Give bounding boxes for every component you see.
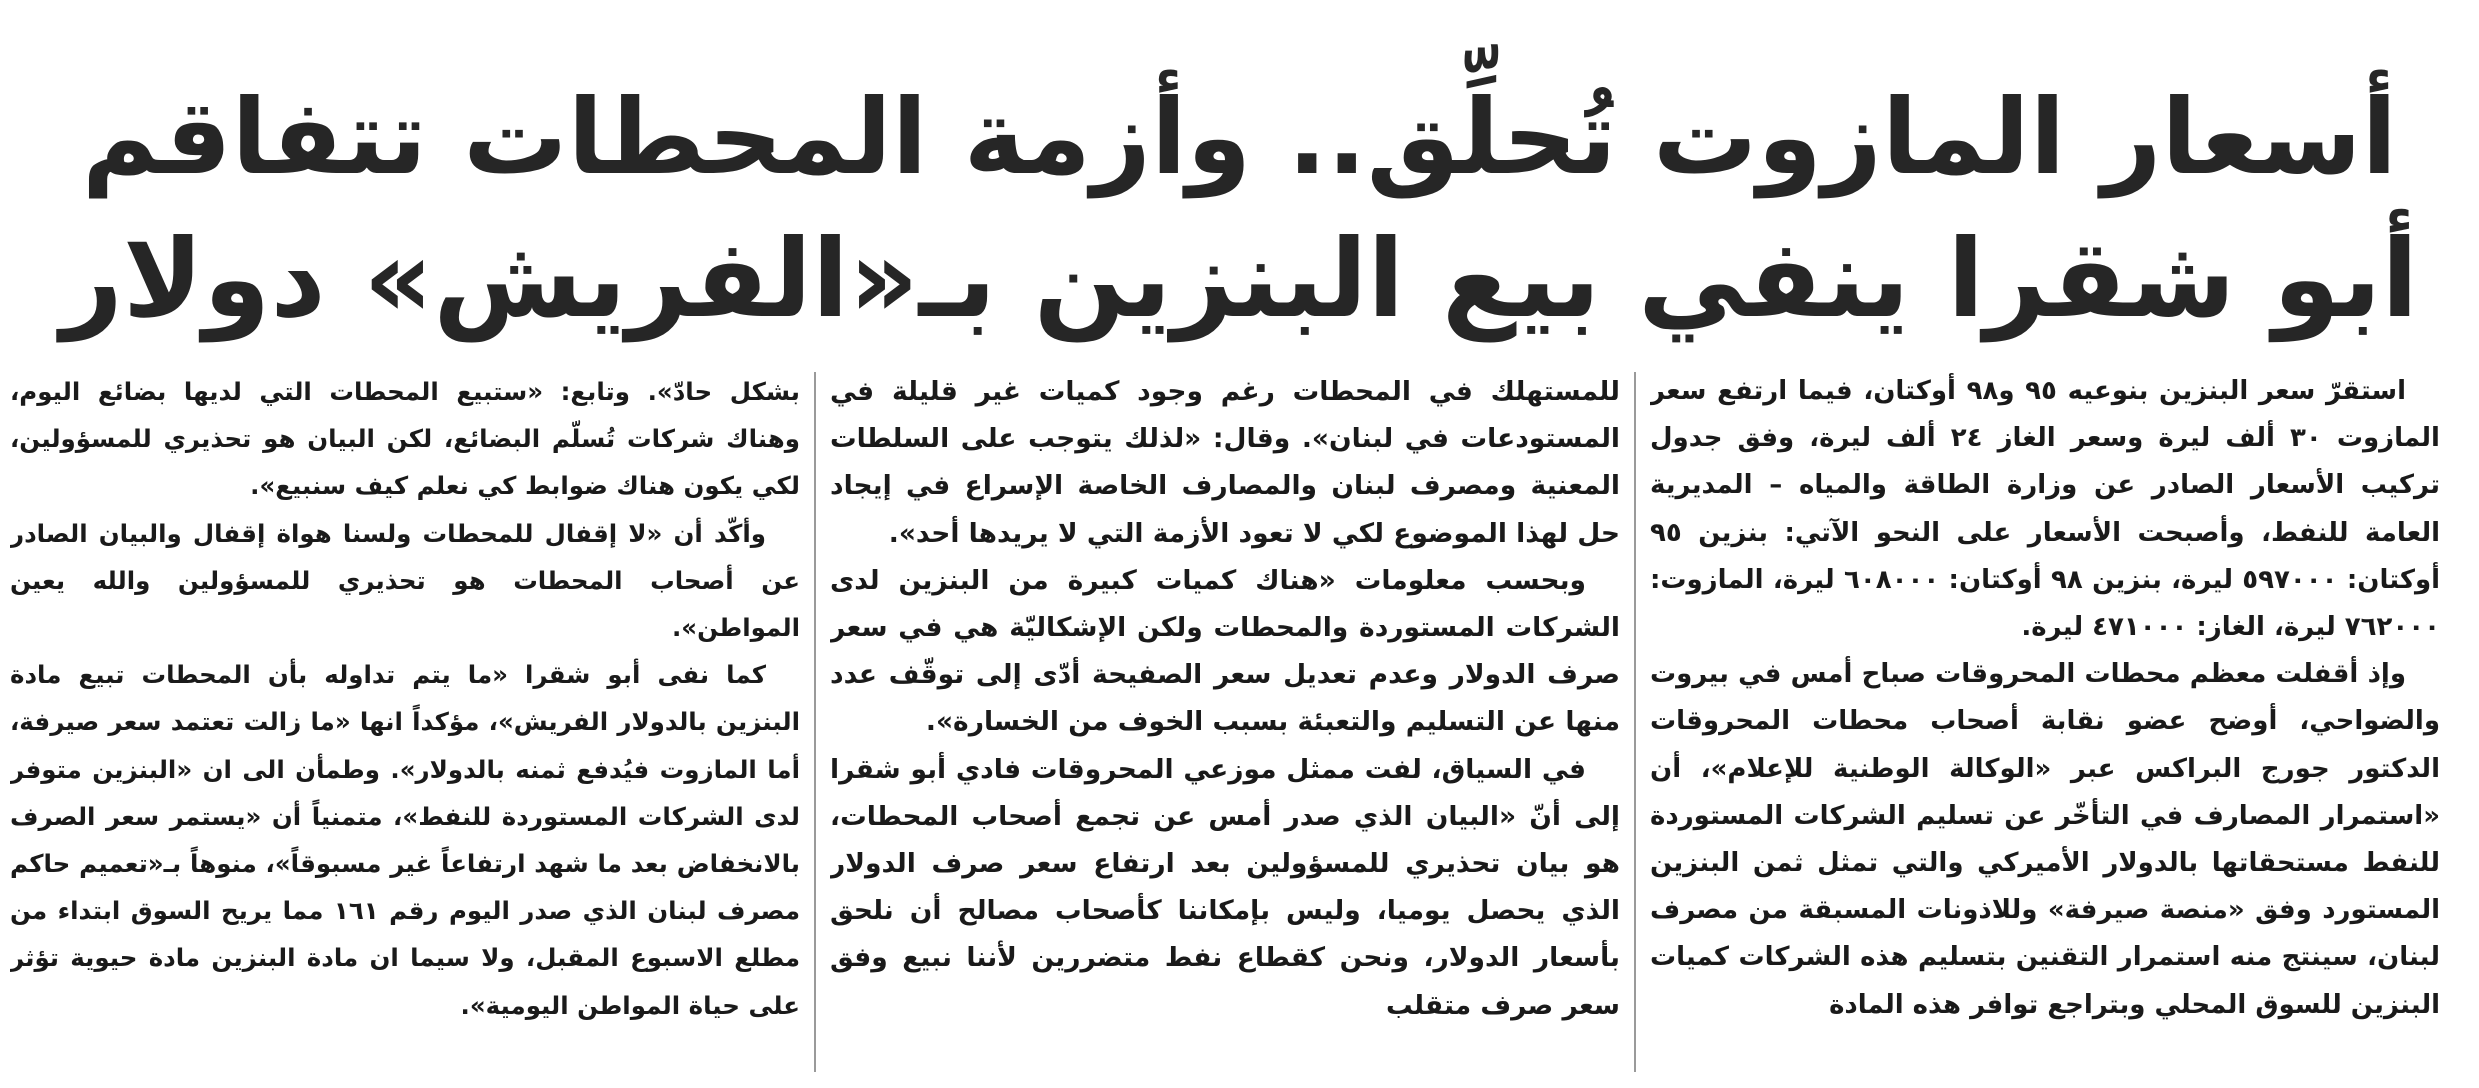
headline-line-2: أبو شقرا ينفي بيع البنزين بـ«الفريش» دولار xyxy=(60,217,2419,342)
paragraph: وأكّد أن «لا إقفال للمحطات ولسنا هواة إقفال والبيان الصادر عن أصحاب المحطات هو تحذيري للمسؤولين والله يعين المواطن». xyxy=(10,518,800,643)
article-column-middle xyxy=(830,368,1620,1068)
paragraph: في السياق، لفت ممثل موزعي المحروقات فادي أبو شقرا إلى أنّ «البيان الذي صدر أمس عن تجمع أصحاب المحطات، هو بيان تحذيري للمسؤولين بعد ارتفاع سعر صرف الدولار الذي يحصل يوميا، وليس بإمكاننا كأصحاب مصالح أن نلحق بأسعار الدولار، ونحن كقطاع نفط متضررين لأننا نبيع وفق سعر صرف متقلب xyxy=(830,753,1620,1021)
paragraph: وإذ أقفلت معظم محطات المحروقات صباح أمس في بيروت والضواحي، أوضح عضو نقابة أصحاب محطات المحروقات الدكتور جورج البراكس عبر «الوكالة الوطنية للإعلام»، أن «استمرار المصارف في التأخّر عن تسليم الشركات المستوردة للنفط مستحقاتها بالدولار الأميركي والتي تمثل ثمن البنزين المستورد وفق «منصة صيرفة» وللاذونات المسبقة من مصرف لبنان، سينتج منه استمرار التقنين بتسليم هذه الشركات كميات البنزين للسوق المحلي وبتراجع توافر هذه المادة xyxy=(1650,659,2440,1020)
article-column-left xyxy=(10,368,800,1068)
paragraph: كما نفى أبو شقرا «ما يتم تداوله بأن المحطات تبيع مادة البنزين بالدولار الفريش»، مؤكداً انها «ما زالت تعتمد سعر صيرفة، أما المازوت فيُدفع ثمنه بالدولار». وطمأن الى ان «البنزين متوفر لدى الشركات المستوردة للنفط»، متمنياً أن «يستمر سعر الصرف بالانخفاض بعد ما شهد ارتفاعاً غير مسبوقاً»، منوهاً بـ«تعميم حاكم مصرف لبنان الذي صدر اليوم رقم ١٦١ مما يريح السوق ابتداء من مطلع الاسبوع المقبل، ولا سيما ان مادة البنزين مادة حيوية تؤثر على حياة المواطن اليومية». xyxy=(10,660,800,1020)
paragraph: بشكل حادّ». وتابع: «ستبيع المحطات التي لديها بضائع اليوم، وهناك شركات تُسلّم البضائع، لكن البيان هو تحذيري للمسؤولين، لكي يكون هناك ضوابط كي نعلم كيف سنبيع». xyxy=(10,377,800,501)
headline-line-1: أسعار المازوت تُحلِّق.. وأزمة المحطات تتفاقم xyxy=(81,76,2398,198)
paragraph: وبحسب معلومات «هناك كميات كبيرة من البنزين لدى الشركات المستوردة والمحطات ولكن الإشكاليّة هي في سعر صرف الدولار وعدم تعديل سعر الصفيحة أدّى إلى توقّف عدد منها عن التسليم والتعبئة بسبب الخوف من الخسارة». xyxy=(830,564,1620,738)
paragraph: استقرّ سعر البنزين بنوعيه ٩٥ و٩٨ أوكتان، فيما ارتفع سعر المازوت ٣٠ ألف ليرة وسعر الغاز ٢٤ ألف ليرة، وفق جدول تركيب الأسعار الصادر عن وزارة الطاقة والمياه – المديرية العامة للنفط، وأصبحت الأسعار على النحو الآتي: بنزين ٩٥ أوكتان: ٥٩٧٠٠٠ ليرة، بنزين ٩٨ أوكتان: ٦٠٨٠٠٠ ليرة، المازوت: ٧٦٢٠٠٠ ليرة، الغاز: ٤٧١٠٠٠ ليرة. xyxy=(1650,376,2440,643)
column-divider xyxy=(1634,372,1636,1072)
article-column-right xyxy=(1650,368,2440,1068)
column-divider xyxy=(814,372,816,1072)
paragraph: للمستهلك في المحطات رغم وجود كميات غير قليلة في المستودعات في لبنان». وقال: «لذلك يتوجب على السلطات المعنية ومصرف لبنان والمصارف الخاصة الإسراع في إيجاد حل لهذا الموضوع لكي لا تعود الأزمة التي لا يريدها أحد». xyxy=(830,376,1620,549)
